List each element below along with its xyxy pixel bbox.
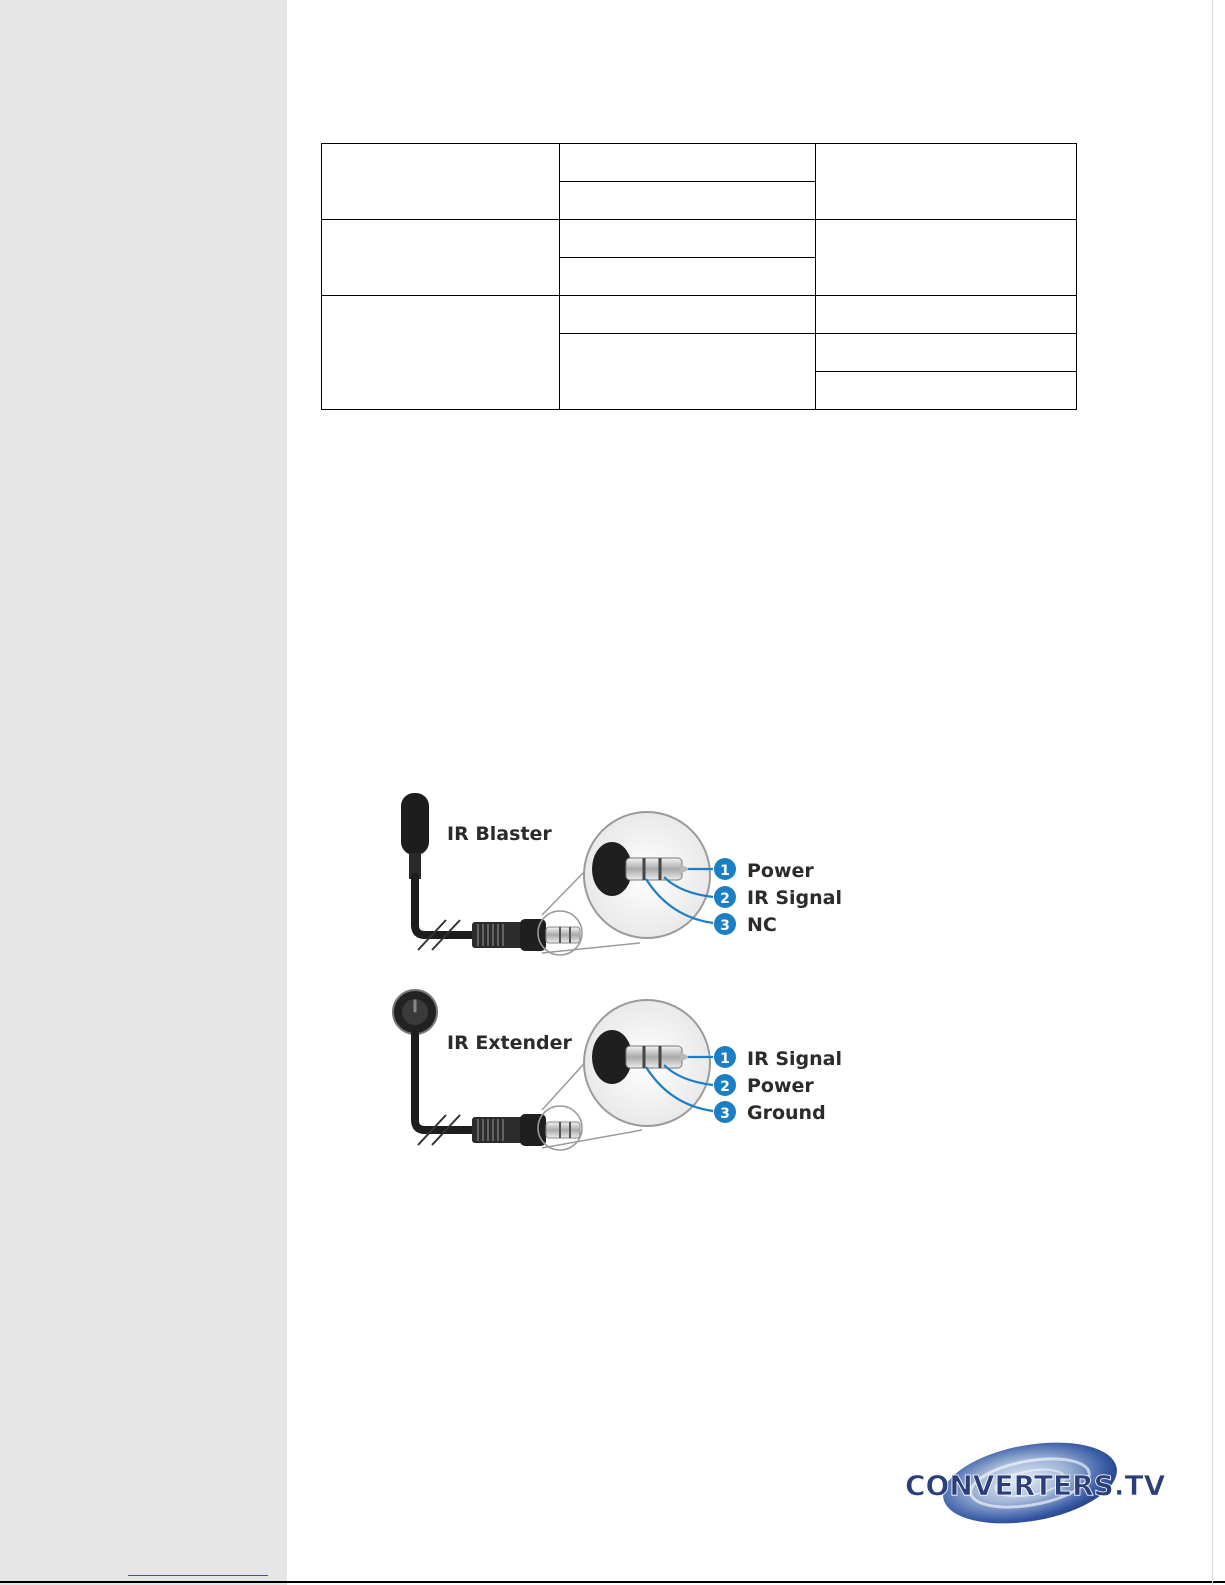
table-cell [560, 258, 816, 296]
converters-tv-logo [905, 1440, 1170, 1530]
pin-label: Ground [747, 1102, 826, 1124]
table-cell [560, 144, 816, 182]
pin-number: 1 [720, 1051, 730, 1067]
table-cell [322, 220, 560, 296]
ir-blaster-pin-3 [714, 913, 777, 936]
table-row [322, 296, 1077, 334]
table-cell [816, 220, 1077, 296]
logo-text: CONVERTERS.TV [905, 1469, 1166, 1502]
ir-blaster-emitter-icon [401, 793, 582, 955]
table-cell [816, 144, 1077, 220]
page-right-edge [1212, 0, 1213, 1585]
ir-pinout-diagram [380, 785, 860, 1175]
spec-table [321, 143, 1077, 410]
pin-label: IR Signal [747, 887, 842, 909]
ir-blaster-pin-2 [714, 886, 842, 909]
table-cell [560, 334, 816, 410]
pin-number: 3 [720, 1106, 730, 1122]
pin-number: 2 [720, 1079, 730, 1095]
pin-number: 1 [720, 863, 730, 879]
ir-blaster-group [401, 793, 842, 955]
pin-label: NC [747, 914, 777, 936]
footer-link-underline[interactable] [128, 1575, 268, 1576]
ir-extender-group [393, 990, 842, 1150]
table-cell [322, 144, 560, 220]
pin-number: 2 [720, 891, 730, 907]
ir-extender-pin-2 [714, 1074, 814, 1097]
table-row [322, 220, 1077, 258]
pin-label: Power [747, 860, 814, 882]
pin-label: IR Signal [747, 1048, 842, 1070]
table-cell [560, 182, 816, 220]
ir-blaster-title: IR Blaster [447, 823, 552, 845]
table-cell [560, 220, 816, 258]
ir-extender-receiver-icon [393, 990, 582, 1150]
ir-extender-pin-1 [714, 1046, 842, 1070]
table-cell [322, 296, 560, 410]
page-bottom-rule [0, 1581, 1225, 1583]
table-row [322, 144, 1077, 182]
table-cell [816, 334, 1077, 372]
ir-extender-pin-3 [714, 1101, 826, 1124]
pin-number: 3 [720, 918, 730, 934]
ir-extender-title: IR Extender [447, 1032, 572, 1054]
pin-label: Power [747, 1075, 814, 1097]
table-cell [560, 296, 816, 334]
table-cell [816, 372, 1077, 410]
table-cell [816, 296, 1077, 334]
left-margin-band [0, 0, 287, 1585]
ir-blaster-pin-1 [714, 858, 814, 882]
